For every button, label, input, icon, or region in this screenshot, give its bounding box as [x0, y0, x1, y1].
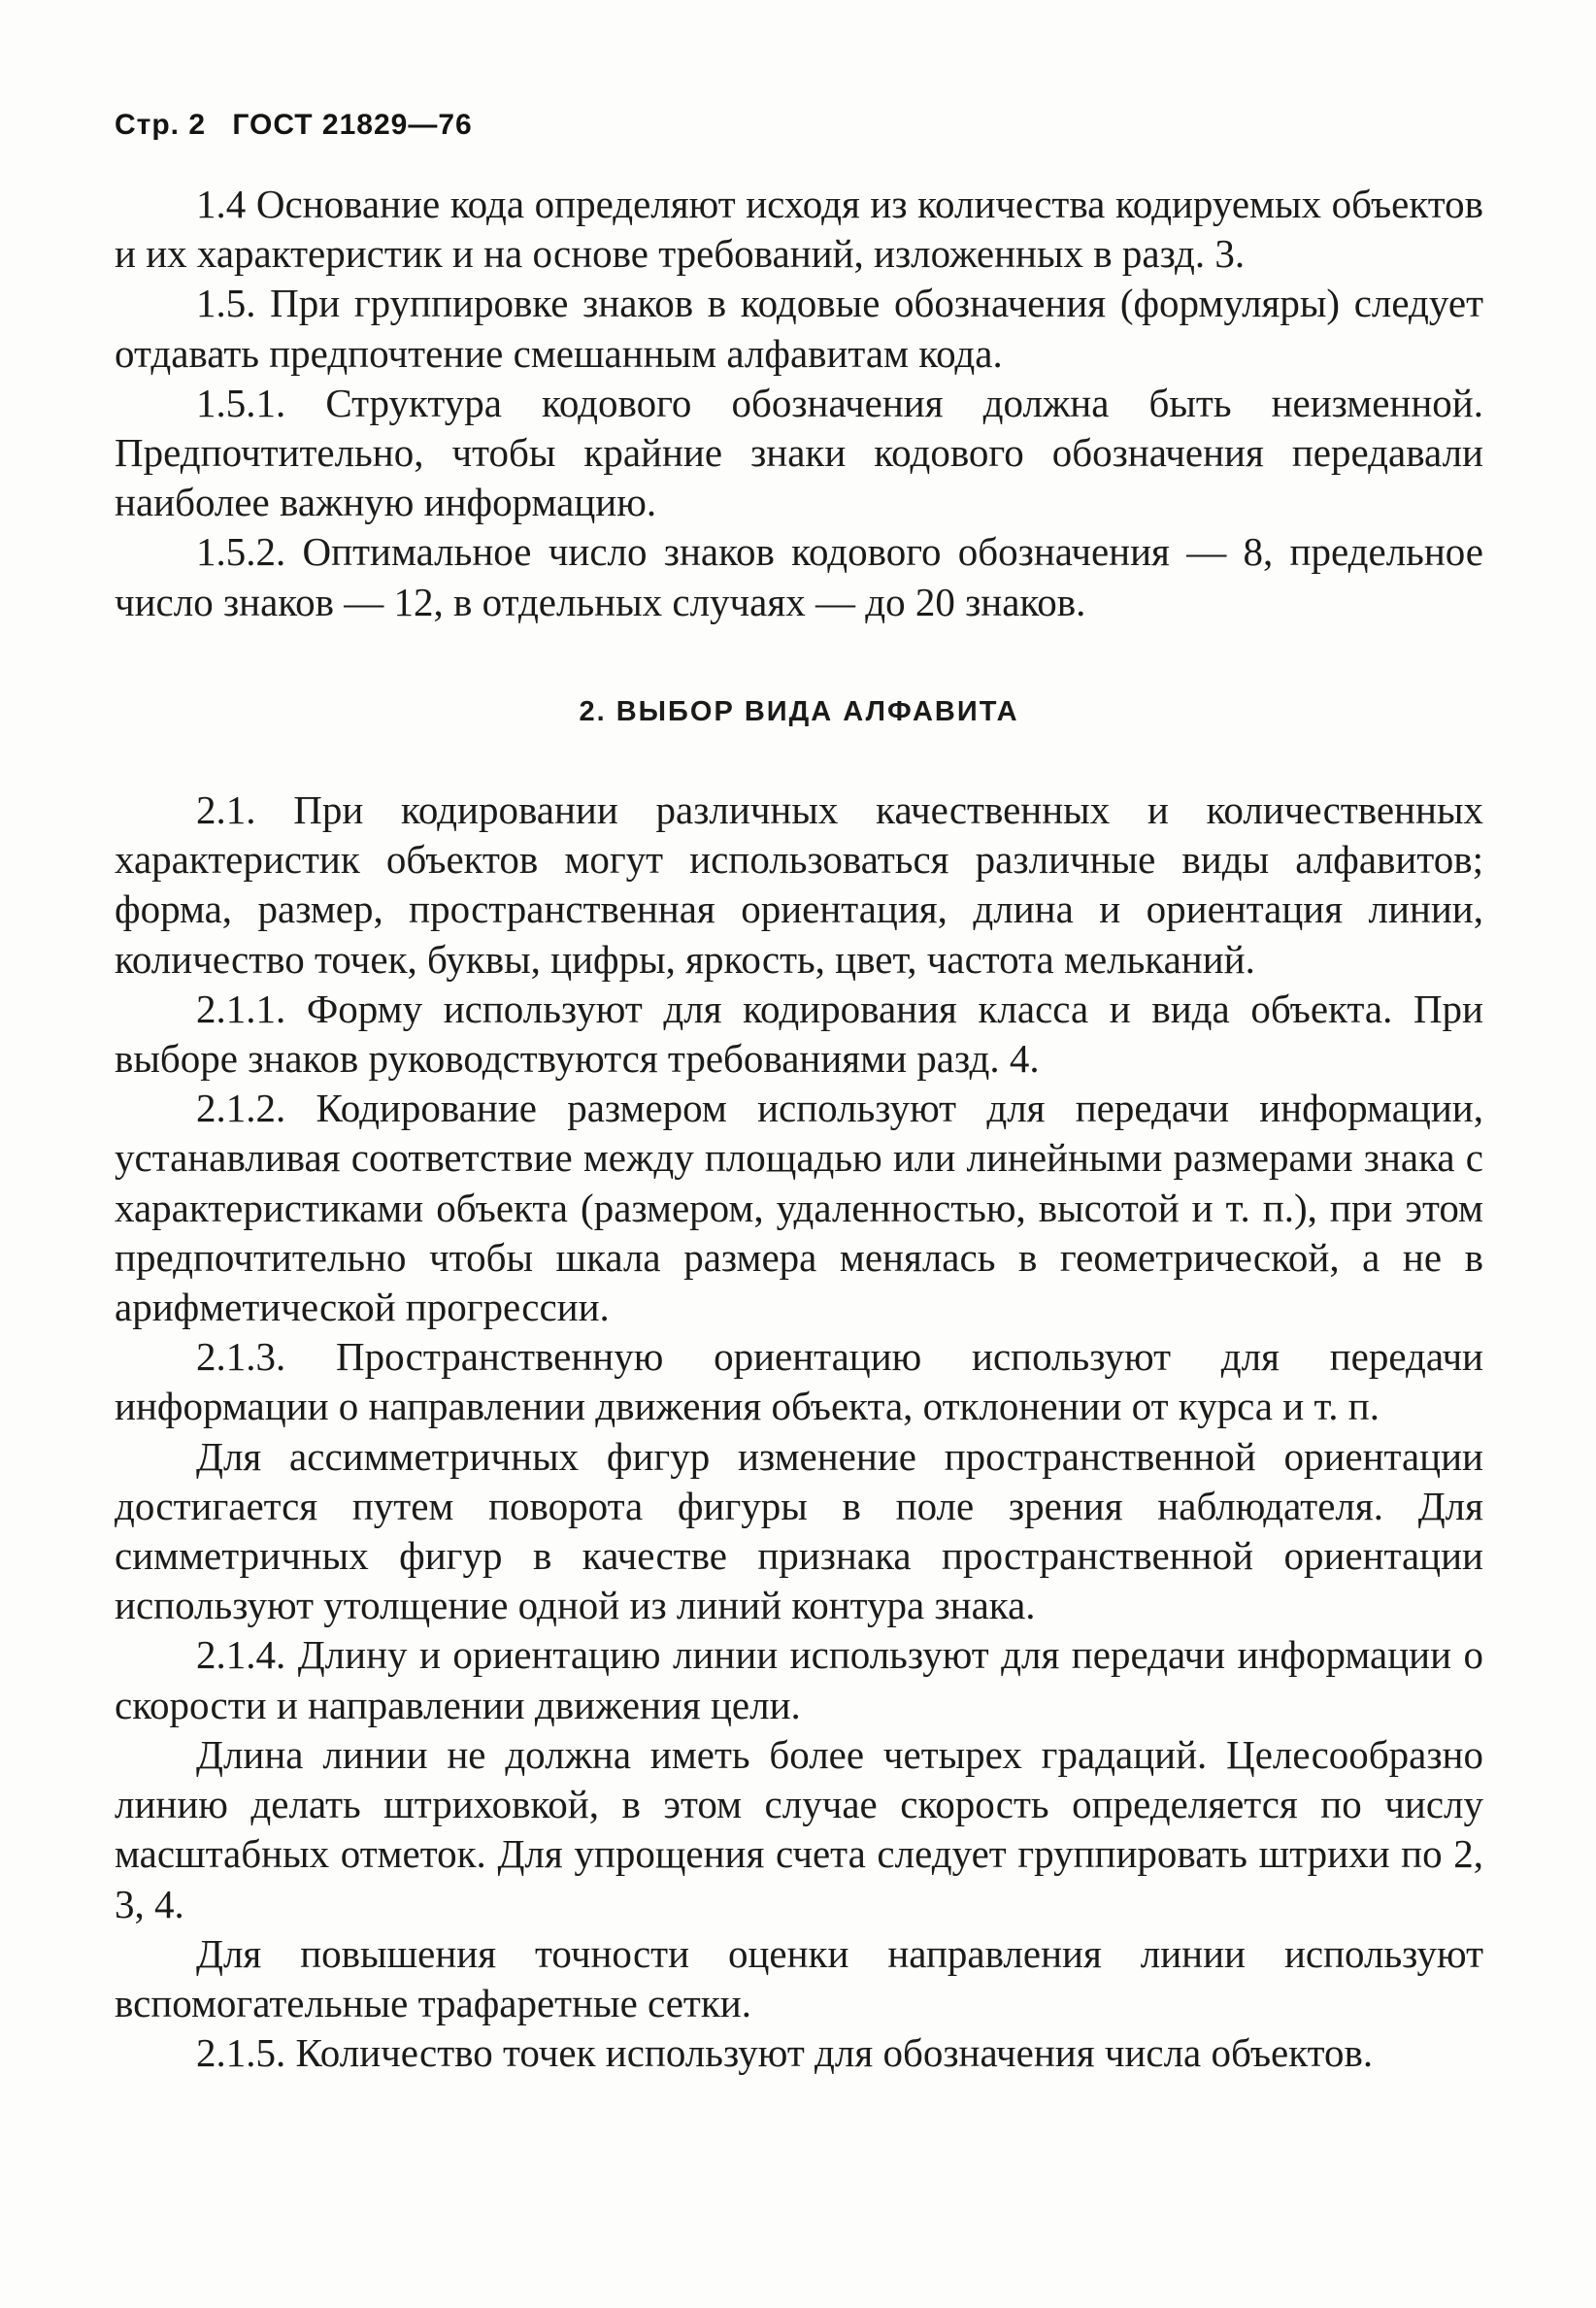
paragraph-2-1-4: 2.1.4. Длину и ориентацию линии используют для передачи информации о скорости и направлении движения цели. — [115, 1632, 1483, 1727]
paragraph-1-5-2: 1.5.2. Оптимальное число знаков кодового обозначения — 8, предельное число знаков — 12, в отдельных случаях — до 20 знаков. — [115, 529, 1483, 624]
paragraph-2-1-3: 2.1.3. Пространственную ориентацию используют для передачи информации о направлении движения объекта, отклонении от курса и т. п. — [115, 1334, 1483, 1429]
page-header — [115, 109, 490, 142]
paragraph-line-length: Длина линии не должна иметь более четырех градаций. Целесообразно линию делать штриховкой, в этом случае скорость определяется по числу масштабных отметок. Для упрощения счета следует группировать штрихи по 2, 3, 4. — [115, 1731, 1483, 1926]
paragraph-2-1-1: 2.1.1. Форму используют для кодирования класса и вида объекта. При выборе знаков руководствуются требованиями разд. 4. — [115, 986, 1483, 1082]
standard-designation: ГОСТ 21829—76 — [232, 109, 473, 141]
paragraph-1-4: 1.4 Основание кода определяют исходя из количества кодируемых объектов и их характеристик и на основе требований, изложенных в разд. 3. — [115, 182, 1483, 277]
page-number: Стр. 2 — [115, 109, 207, 141]
paragraph-direction-accuracy: Для повышения точности оценки направления линии используют вспомогательные трафаретные сетки. — [115, 1930, 1483, 2025]
paragraph-2-1-5: 2.1.5. Количество точек используют для обозначения числа объектов. — [196, 2030, 1374, 2076]
document-body — [115, 180, 1483, 2078]
paragraph-1-5: 1.5. При группировке знаков в кодовые обозначения (формуляры) следует отдавать предпочтение смешанным алфавитам кода. — [115, 281, 1483, 376]
section-heading: 2. ВЫБОР ВИДА АЛФАВИТА — [579, 695, 1019, 727]
paragraph-1-5-1: 1.5.1. Структура кодового обозначения должна быть неизменной. Предпочтительно, чтобы крайние знаки кодового обозначения передавали наиболее важную информацию. — [115, 380, 1483, 525]
paragraph-asymmetric-figures: Для ассимметричных фигур изменение пространственной ориентации достигается путем поворота фигуры в поле зрения наблюдателя. Для симметричных фигур в качестве признака пространственной ориентации используют утолщение одной из линий контура знака. — [115, 1433, 1483, 1628]
paragraph-2-1: 2.1. При кодировании различных качественных и количественных характеристик объектов могут использоваться различные виды алфавитов; форма, размер, пространственная ориентация, длина и ориентация линии, количество точек, буквы, цифры, яркость, цвет, частота мельканий. — [115, 787, 1483, 982]
paragraph-2-1-2: 2.1.2. Кодирование размером используют для передачи информации, устанавливая соответствие между площадью или линейными размерами знака с характеристиками объекта (размером, удаленностью, высотой и т. п.), при этом предпочтительно чтобы шкала размера менялась в геометрической, а не в арифметической прогрессии. — [115, 1086, 1483, 1330]
